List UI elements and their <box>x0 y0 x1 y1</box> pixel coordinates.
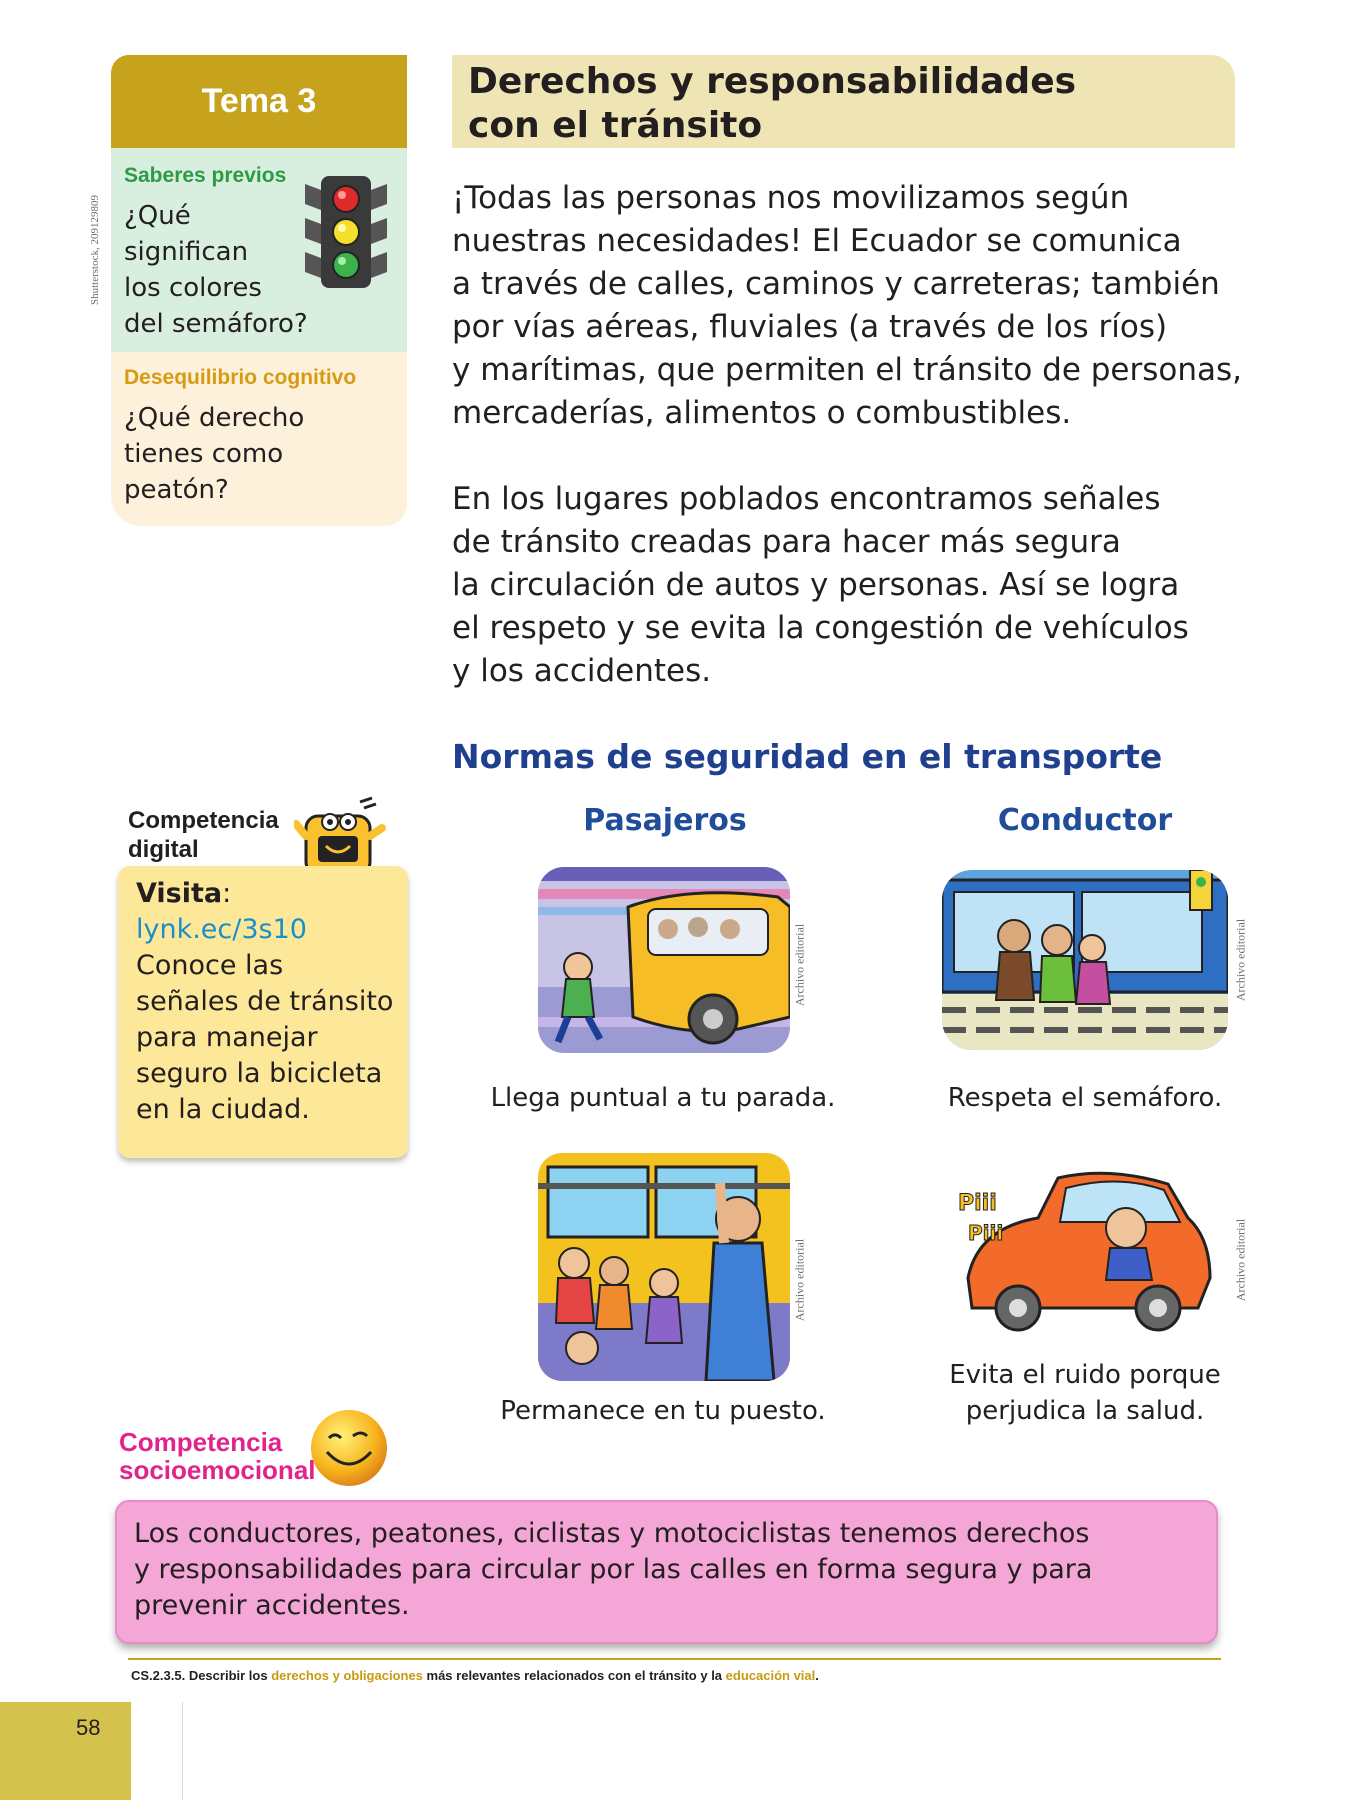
text-line: para manejar <box>136 1022 318 1053</box>
visita-line <box>136 876 231 912</box>
standard-highlight: educación vial <box>725 1668 816 1683</box>
image-credit-text: Archivo editorial <box>1233 1218 1248 1302</box>
image-credit <box>1233 1165 1249 1355</box>
text-line: y responsabilidades para circular por las calles en forma segura y para <box>134 1554 1093 1585</box>
text-line: señales de tránsito <box>136 986 394 1017</box>
lynk-link[interactable]: lynk.ec/3s10 <box>136 914 307 945</box>
text-line: Los conductores, peatones, ciclistas y motociclistas tenemos derechos <box>134 1518 1090 1549</box>
honk-sound-1: Piii <box>958 1191 997 1216</box>
saberes-label: Saberes previos <box>124 164 287 187</box>
text-line: prevenir accidentes. <box>134 1590 410 1621</box>
paragraph-line: nuestras necesidades! El Ecuador se comunica <box>452 223 1182 259</box>
intro-paragraph-1 <box>452 177 1242 435</box>
text-line: seguro la bicicleta <box>136 1058 383 1089</box>
page-number: 58 <box>76 1715 101 1740</box>
tema-header <box>111 55 407 148</box>
paragraph-line: la circulación de autos y personas. Así se logra <box>452 567 1180 603</box>
intro-paragraph-2 <box>452 478 1189 693</box>
visita-colon: : <box>222 878 232 909</box>
paragraph-line: el respeto y se evita la congestión de vehículos <box>452 610 1189 646</box>
image-credit-text: Archivo editorial <box>792 923 807 1007</box>
caption-line: Evita el ruido porque <box>949 1360 1221 1390</box>
passengers-inside-bus-illustration <box>538 1153 790 1381</box>
image-credit <box>792 1185 808 1375</box>
paragraph-line: mercaderías, alimentos o combustibles. <box>452 395 1072 431</box>
saberes-line: del semáforo? <box>124 309 308 339</box>
paragraph-line: a través de calles, caminos y carreteras; también <box>452 266 1220 302</box>
desequilibrio-box <box>111 352 407 526</box>
text-line: Conoce las <box>136 950 284 981</box>
traffic-light-icon <box>301 172 391 292</box>
page-title-line: Derechos y responsabilidades <box>468 61 1077 102</box>
standard-text: Describir los <box>185 1668 272 1683</box>
caption-respeta-semaforo: Respeta el semáforo. <box>947 1083 1223 1113</box>
paragraph-line: En los lugares poblados encontramos señales <box>452 481 1161 517</box>
desequilibrio-label: Desequilibrio cognitivo <box>124 366 357 389</box>
standard-text: . <box>815 1668 819 1683</box>
paragraph-line: y los accidentes. <box>452 653 712 689</box>
paragraph-line: ¡Todas las personas nos movilizamos según <box>452 180 1130 216</box>
curriculum-standard <box>131 1668 819 1683</box>
saberes-question <box>124 198 308 342</box>
saberes-previos-box <box>111 148 407 352</box>
saberes-line: significan <box>124 237 249 267</box>
section-title: Normas de seguridad en el transporte <box>452 737 1163 776</box>
pedestrians-crossing-illustration <box>942 870 1228 1050</box>
bus-stop-illustration <box>538 867 790 1053</box>
standard-highlight: derechos y obligaciones <box>271 1668 423 1683</box>
caption-line: perjudica la salud. <box>965 1396 1205 1426</box>
desequilibrio-question <box>124 400 304 508</box>
image-credit <box>792 890 808 1040</box>
caption-permanece-puesto: Permanece en tu puesto. <box>500 1396 826 1426</box>
competencia-socioemocional-text <box>134 1516 1204 1624</box>
desequilibrio-line: tienes como <box>124 439 284 469</box>
standard-text: más relevantes relacionados con el tránsito y la <box>422 1668 726 1683</box>
image-credit <box>1233 880 1249 1040</box>
paragraph-line: y marítimas, que permiten el tránsito de personas, <box>452 352 1243 388</box>
page-tab <box>0 1702 131 1800</box>
paragraph-line: de tránsito creadas para hacer más segura <box>452 524 1121 560</box>
tema-title: Tema 3 <box>201 82 317 120</box>
label-line: digital <box>128 836 199 863</box>
page-title <box>468 60 1228 148</box>
honk-sound-2: Piii <box>968 1221 1004 1245</box>
text-line: en la ciudad. <box>136 1094 310 1125</box>
competencia-digital-box <box>118 866 408 1158</box>
page-title-line: con el tránsito <box>468 105 763 146</box>
saberes-line: ¿Qué <box>124 201 191 231</box>
desequilibrio-line: peatón? <box>124 475 229 505</box>
visita-label: Visita <box>136 878 223 909</box>
image-credit-text: Archivo editorial <box>1233 918 1248 1002</box>
honking-driver-illustration <box>948 1158 1218 1348</box>
competencia-digital-label <box>128 806 279 864</box>
saberes-line: los colores <box>124 273 262 303</box>
label-line: Competencia <box>119 1427 283 1457</box>
footer-divider <box>128 1658 1221 1660</box>
competencia-digital-text <box>136 948 393 1128</box>
column-heading-conductor: Conductor <box>997 803 1173 838</box>
photo-credit <box>88 176 102 324</box>
page-margin-rule <box>182 1702 183 1800</box>
caption-llega-puntual: Llega puntual a tu parada. <box>490 1083 836 1113</box>
image-credit-text: Archivo editorial <box>792 1238 807 1322</box>
competencia-socioemocional-label <box>119 1428 316 1484</box>
paragraph-line: por vías aéreas, fluviales (a través de los ríos) <box>452 309 1168 345</box>
photo-credit-text: Shutterstock, 209129809 <box>89 195 101 305</box>
label-line: socioemocional <box>119 1455 316 1485</box>
caption-evita-ruido <box>915 1357 1255 1429</box>
standard-code: CS.2.3.5. <box>131 1668 186 1683</box>
label-line: Competencia <box>128 807 279 834</box>
desequilibrio-line: ¿Qué derecho <box>124 403 305 433</box>
smiley-face-icon <box>307 1406 391 1490</box>
column-heading-pasajeros: Pasajeros <box>583 803 747 838</box>
